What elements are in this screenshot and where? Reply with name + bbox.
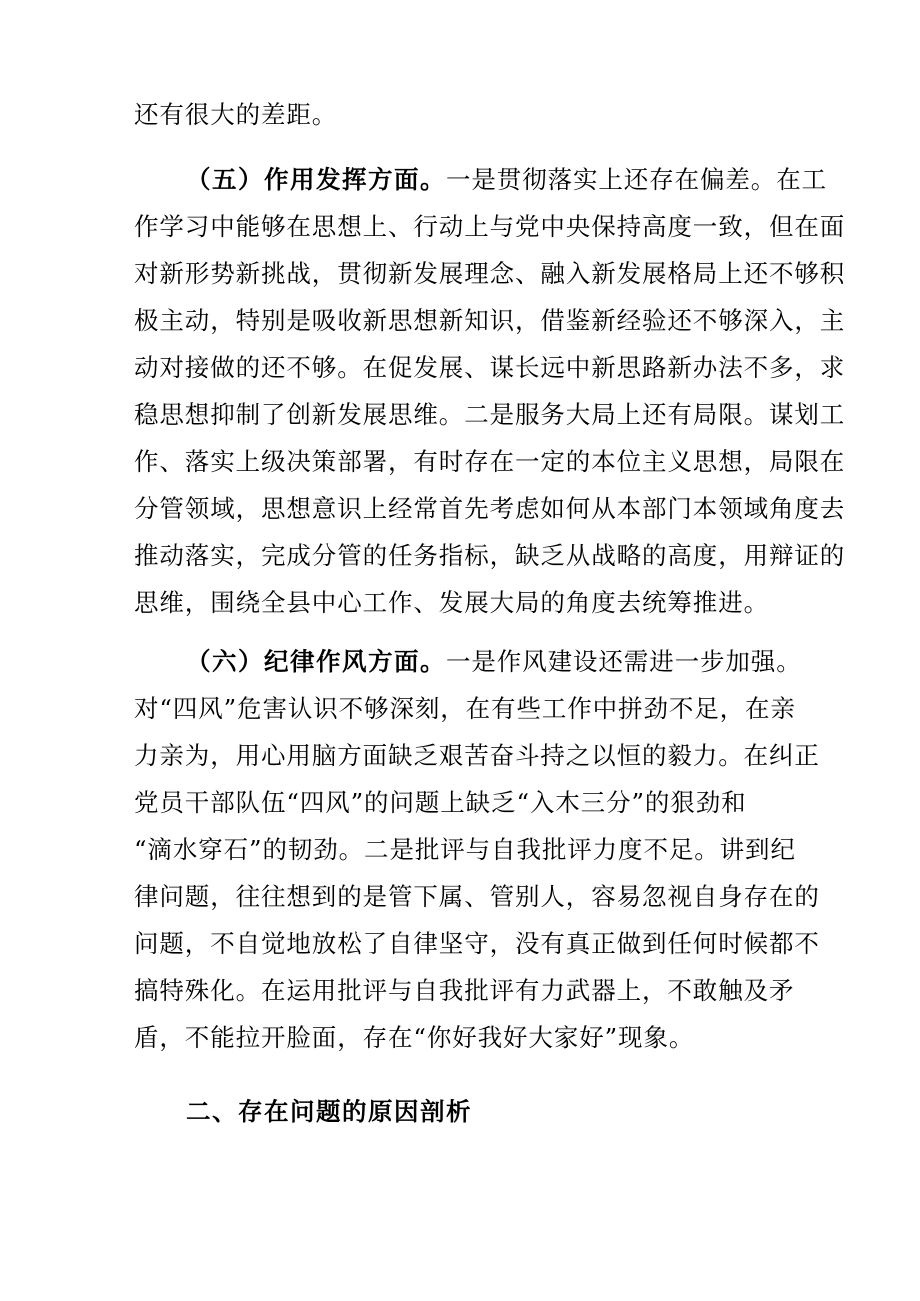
paragraph-five-line-1-rest: 一是贯彻落实上还存在偏差。在工 — [446, 165, 827, 194]
paragraph-six-line-3: 力亲为，用心用脑方面缺乏艰苦奋斗持之以恒的毅力。在纠正 — [134, 741, 820, 770]
paragraph-line: 还有很大的差距。 — [134, 100, 338, 129]
paragraph-five-line-2: 作学习中能够在思想上、行动上与党中央保持高度一致，但在面 — [134, 212, 846, 241]
paragraph-six-line-1 — [186, 647, 802, 677]
paragraph-six-line-4: 党员干部队伍“四风”的问题上缺乏“入木三分”的狠劲和 — [134, 788, 747, 817]
paragraph-five-line-5: 动对接做的还不够。在促发展、谋长远中新思路新办法不多，求 — [134, 353, 846, 382]
paragraph-six-line-8: 搞特殊化。在运用批评与自我批评有力武器上，不敢触及矛 — [134, 976, 795, 1005]
paragraph-six-line-6: 律问题，往往想到的是管下属、管别人，容易忽视自身存在的 — [134, 882, 820, 911]
paragraph-six-line-2: 对“四风”危害认识不够深刻，在有些工作中拼劲不足，在亲 — [134, 694, 796, 723]
paragraph-five-lead: （五）作用发挥方面。 — [186, 165, 446, 194]
paragraph-six-line-7: 问题，不自觉地放松了自律坚守，没有真正做到任何时候都不 — [134, 929, 820, 958]
paragraph-five-line-6: 稳思想抑制了创新发展思维。二是服务大局上还有局限。谋划工 — [134, 400, 846, 429]
paragraph-five-line-8: 分管领域，思想意识上经常首先考虑如何从本部门本领域角度去 — [134, 494, 846, 523]
paragraph-five-line-7: 作、落实上级决策部署，有时存在一定的本位主义思想，局限在 — [134, 447, 846, 476]
paragraph-five-line-4: 极主动，特别是吸收新思想新知识，借鉴新经验还不够深入，主 — [134, 306, 846, 335]
section-heading: 二、存在问题的原因剖析 — [186, 1097, 472, 1126]
paragraph-five-line-1 — [186, 165, 827, 195]
paragraph-five-line-3: 对新形势新挑战，贯彻新发展理念、融入新发展格局上还不够积 — [134, 259, 846, 288]
paragraph-five-line-10: 思维，围绕全县中心工作、发展大局的角度去统筹推进。 — [134, 588, 769, 617]
paragraph-six-line-5: “滴水穿石”的韧劲。二是批评与自我批评力度不足。讲到纪 — [134, 835, 796, 864]
paragraph-six-line-1-rest: 一是作风建设还需进一步加强。 — [446, 647, 802, 676]
paragraph-six-line-9: 盾，不能拉开脸面，存在“你好我好大家好”现象。 — [134, 1023, 695, 1052]
paragraph-five-line-9: 推动落实，完成分管的任务指标，缺乏从战略的高度，用辩证的 — [134, 541, 846, 570]
paragraph-six-lead: （六）纪律作风方面。 — [186, 647, 446, 676]
